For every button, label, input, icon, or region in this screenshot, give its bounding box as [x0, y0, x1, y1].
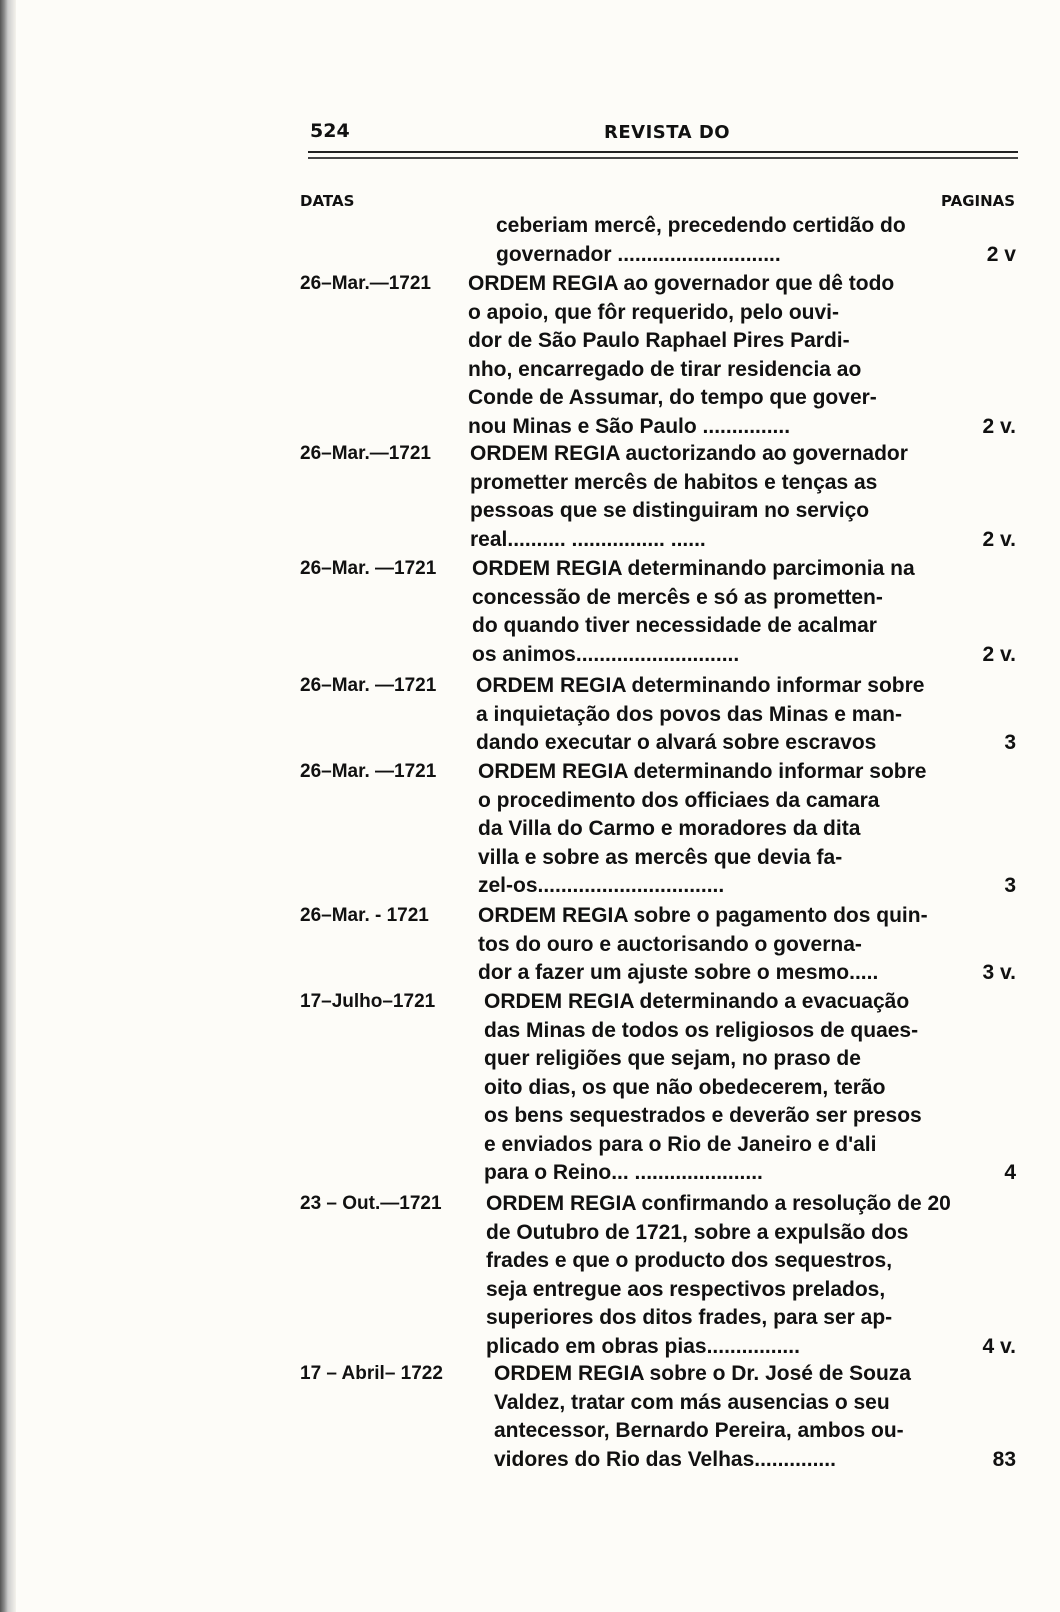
entry-text-line: os animos............................ — [472, 642, 740, 666]
entry-text-line: dor de São Paulo Raphael Pires Pardi- — [468, 329, 850, 352]
entry-page-number: 3 — [1004, 731, 1016, 754]
entry-text-line: ORDEM REGIA determinando a evacuação — [484, 990, 910, 1013]
entry-text-line: dando executar o alvará sobre escravos — [476, 731, 877, 754]
entry-description — [470, 440, 908, 554]
entry-text-line: ORDEM REGIA confirmando a resolução de 20 — [486, 1192, 951, 1215]
column-label-paginas: PAGINAS — [941, 192, 1016, 210]
entry-description — [486, 1190, 951, 1361]
entry-description — [468, 270, 895, 441]
entry-text-line: ceberiam mercê, precedendo certidão do — [496, 214, 906, 237]
entry-text-line: frades e que o producto dos sequestros, — [486, 1249, 893, 1272]
page-binding-edge — [0, 0, 16, 1612]
entry-description — [478, 758, 927, 901]
entry-page-number: 4 — [1004, 1161, 1016, 1184]
entry-text-line: antecessor, Bernardo Pereira, ambos ou- — [494, 1419, 904, 1442]
entry-page-number: 4 v. — [982, 1334, 1016, 1358]
entry-text-line: ORDEM REGIA determinando informar sobre — [476, 674, 925, 697]
entry-description — [494, 1360, 911, 1474]
entry-text-line: e enviados para o Rio de Janeiro e d'ali — [484, 1132, 877, 1156]
entry-date: 26–Mar. —1721 — [300, 761, 437, 782]
entry-text-line: dor a fazer um ajuste sobre o mesmo..... — [478, 961, 879, 984]
entry-text-line: nho, encarregado de tirar residencia ao — [468, 357, 862, 381]
entry-date: 23 – Out.—1721 — [300, 1193, 442, 1214]
entry-text-line: para o Reino... ...................... — [484, 1161, 763, 1184]
entry-text-line: zel-os................................ — [478, 874, 725, 897]
entry-text-line: o procedimento dos officiaes da camara — [478, 788, 880, 812]
entry-text-line: pessoas que se distinguiram no serviço — [470, 499, 870, 522]
entry-text-line: plicado em obras pias................ — [486, 1334, 800, 1358]
header-rule — [308, 151, 1018, 159]
entry-description — [476, 672, 925, 758]
entry-description — [496, 212, 908, 269]
entry-text-line: villa e sobre as mercês que devia fa- — [478, 845, 843, 869]
entry-text-line: governador ............................ — [496, 242, 781, 266]
entry-text-line: Valdez, tratar com más ausencias o seu — [494, 1390, 890, 1414]
entry-description — [478, 902, 928, 988]
entry-text-line: prometter mercês de habitos e tenças as — [470, 470, 878, 494]
entry-text-line: de Outubro de 1721, sobre a expulsão dos — [486, 1220, 909, 1244]
entry-page-number: 83 — [992, 1447, 1016, 1471]
entry-date: 26–Mar. - 1721 — [300, 905, 429, 926]
entry-text-line: ORDEM REGIA determinando parcimonia na — [472, 557, 915, 580]
entry-text-line: os bens sequestrados e deverão ser presos — [484, 1104, 922, 1127]
entry-text-line: o apoio, que fôr requerido, pelo ouvi- — [468, 300, 840, 324]
running-title: REVISTA DO — [604, 122, 731, 143]
entry-text-line: concessão de mercês e só as prometten- — [472, 585, 883, 609]
entry-text-line: Conde de Assumar, do tempo que gover- — [468, 386, 877, 409]
entry-text-line: tos do ouro e auctorisando o governa- — [478, 932, 862, 956]
entry-page-number: 2 v — [986, 242, 1016, 266]
entry-text-line: nou Minas e São Paulo ............... — [468, 414, 791, 438]
entry-text-line: oito dias, os que não obedecerem, terão — [484, 1075, 886, 1099]
entry-date: 26–Mar. —1721 — [300, 558, 437, 579]
entry-date: 17–Julho–1721 — [300, 991, 436, 1012]
entry-text-line: a inquietação dos povos das Minas e man- — [476, 702, 902, 726]
entry-text-line: ORDEM REGIA determinando informar sobre — [478, 760, 927, 783]
entry-page-number: 2 v. — [982, 527, 1016, 551]
entry-date: 17 – Abril– 1722 — [300, 1363, 443, 1384]
entry-page-number: 3 — [1004, 874, 1016, 897]
entry-text-line: ORDEM REGIA sobre o pagamento dos quin- — [478, 904, 928, 927]
entry-page-number: 2 v. — [982, 414, 1016, 438]
entry-text-line: das Minas de todos os religiosos de quaes- — [484, 1018, 919, 1042]
entry-text-line: ORDEM REGIA auctorizando ao governador — [470, 442, 908, 465]
entry-text-line: ORDEM REGIA ao governador que dê todo — [468, 272, 895, 295]
entry-text-line: superiores dos ditos frades, para ser ap- — [486, 1306, 893, 1329]
entry-page-number: 2 v. — [982, 642, 1016, 666]
page-number: 524 — [310, 120, 350, 142]
entry-description — [484, 988, 922, 1188]
entry-page-number: 3 v. — [982, 961, 1016, 984]
entry-text-line: quer religiões que sejam, no praso de — [484, 1047, 861, 1070]
entry-text-line: real.......... ................ ...... — [470, 527, 706, 551]
entry-text-line: da Villa do Carmo e moradores da dita — [478, 817, 861, 840]
entry-date: 26–Mar.—1721 — [300, 443, 431, 464]
entry-text-line: ORDEM REGIA sobre o Dr. José de Souza — [494, 1362, 911, 1385]
entry-text-line: vidores do Rio das Velhas.............. — [494, 1447, 836, 1471]
entry-text-line: do quando tiver necessidade de acalmar — [472, 614, 877, 637]
column-label-datas: DATAS — [300, 192, 355, 210]
entry-description — [472, 555, 915, 669]
entry-date: 26–Mar.—1721 — [300, 273, 431, 294]
entry-text-line: seja entregue aos respectivos prelados, — [486, 1277, 886, 1301]
entry-date: 26–Mar. —1721 — [300, 675, 437, 696]
